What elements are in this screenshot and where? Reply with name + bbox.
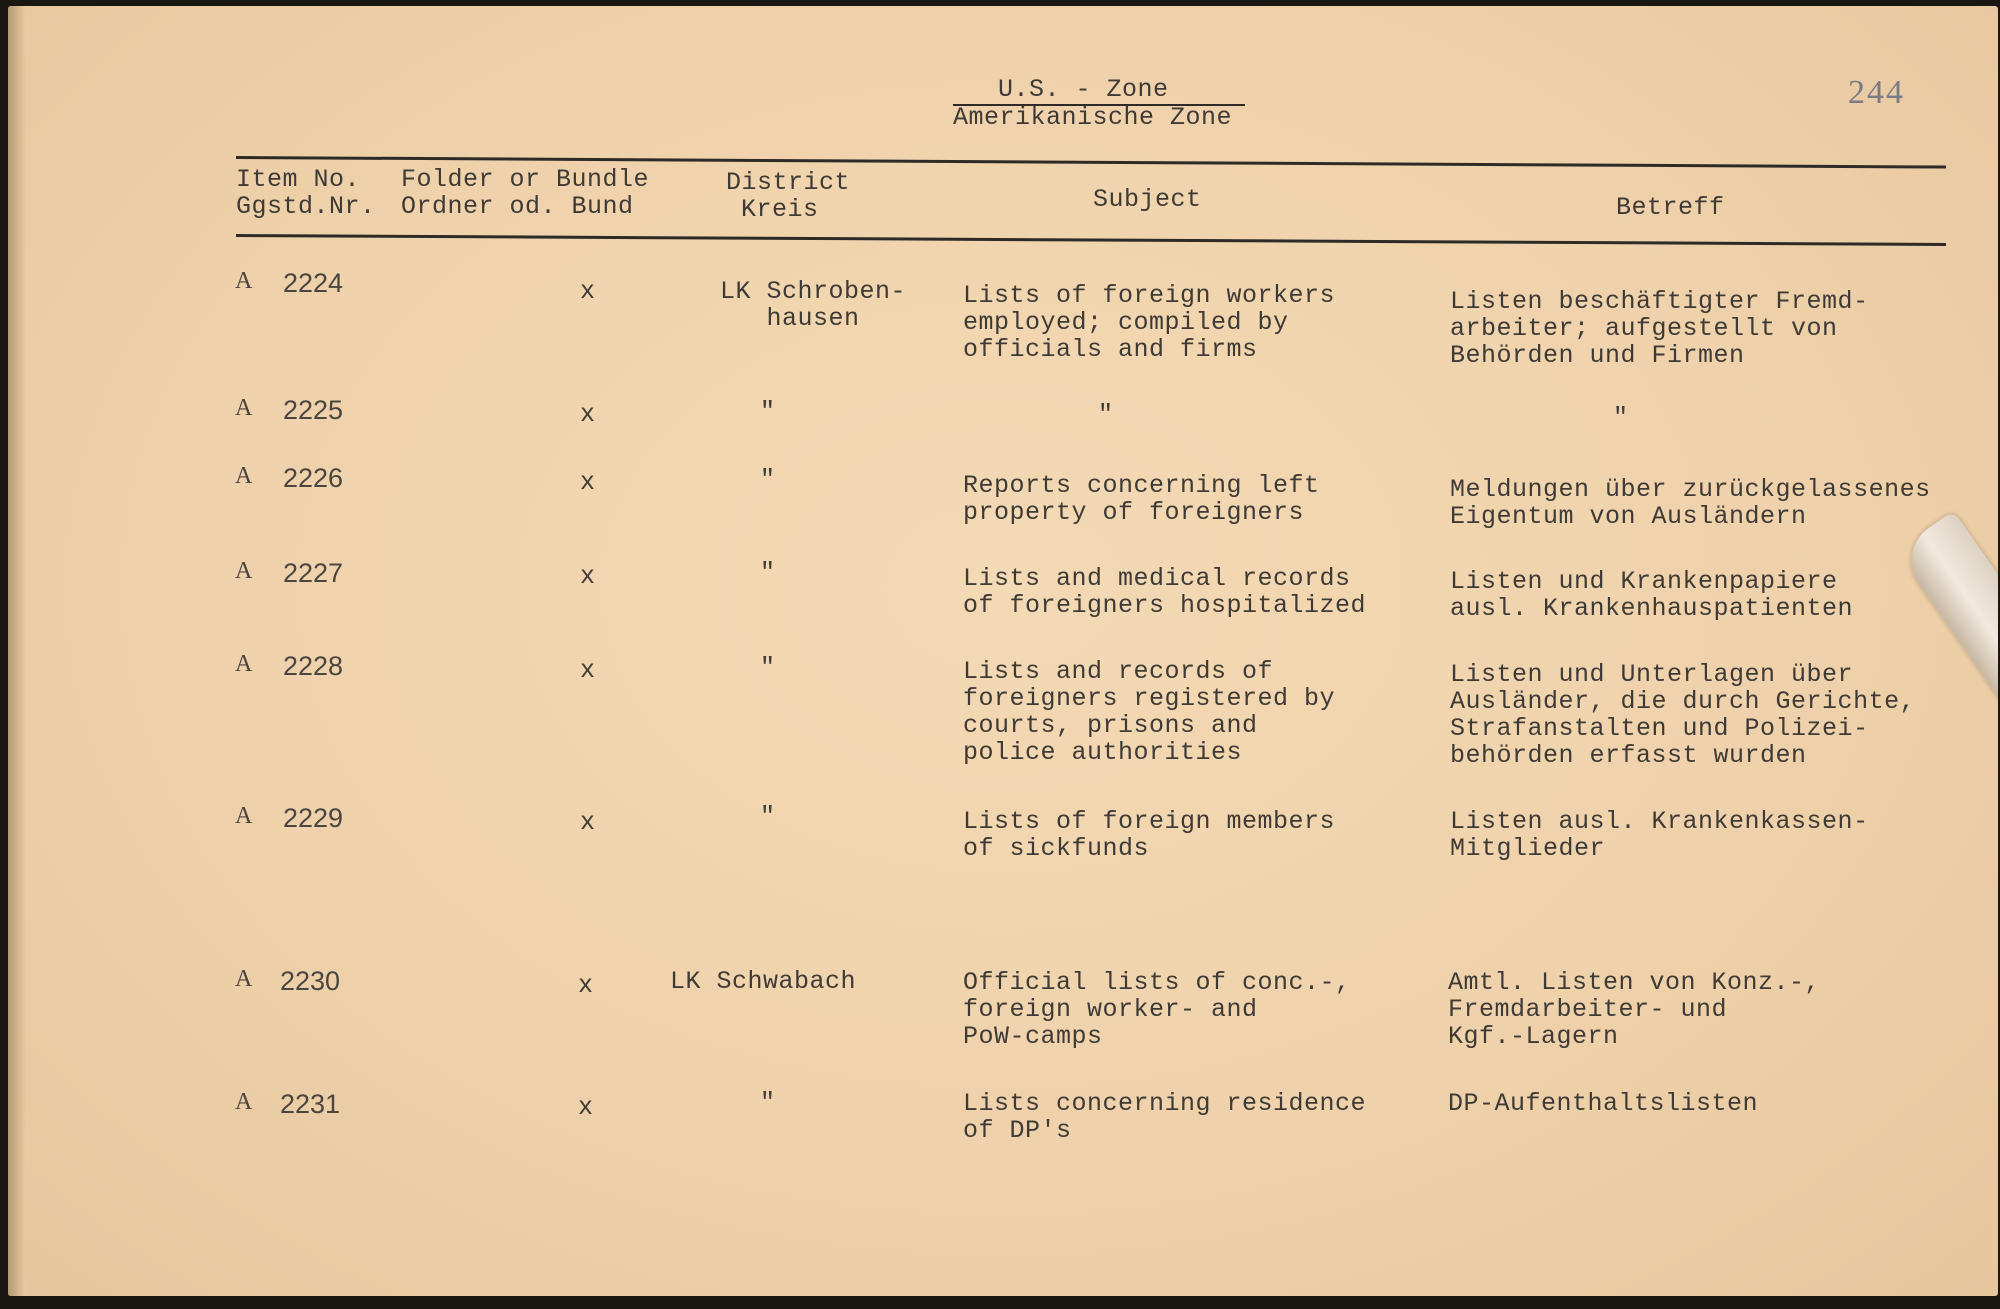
district: LK Schwabach (670, 967, 857, 996)
item-number: 2231 (280, 1089, 341, 1119)
betreff: Listen ausl. Krankenkassen- Mitglieder (1450, 807, 1869, 863)
document-page (8, 6, 1998, 1296)
page-number: 244 (1848, 74, 1905, 111)
row-prefix: A (235, 395, 253, 421)
row-prefix: A (235, 268, 253, 294)
col-item-de: Ggstd.Nr. (236, 192, 376, 221)
subject: Lists and records of foreigners registered by courts, prisons and police authorities (963, 657, 1336, 767)
subject: Reports concerning left property of foreigners (963, 471, 1320, 527)
col-district-en: District (726, 168, 851, 197)
item-number: 2225 (283, 395, 344, 425)
item-number: 2227 (283, 558, 344, 588)
betreff: Listen beschäftigter Fremd- arbeiter; aufgestellt von Behörden und Firmen (1450, 287, 1869, 370)
district: " (760, 397, 776, 426)
header-bottom-rule (236, 234, 1946, 246)
folder-mark: x (580, 808, 596, 837)
betreff: " (1613, 403, 1629, 432)
betreff: Meldungen über zurückgelassenes Eigentum von Ausländern (1450, 475, 1931, 531)
col-district-de: Kreis (741, 195, 819, 224)
betreff: DP-Aufenthaltslisten (1448, 1089, 1759, 1118)
district: " (760, 653, 776, 682)
subject: Lists of foreign members of sickfunds (963, 807, 1336, 863)
folder-mark: x (580, 468, 596, 497)
col-subject: Subject (1093, 185, 1202, 214)
item-number: 2226 (283, 463, 344, 493)
row-prefix: A (235, 651, 253, 677)
item-number: 2230 (280, 966, 341, 996)
subject: Official lists of conc.-, foreign worker- and PoW-camps (963, 968, 1351, 1051)
zone-title-en: U.S. - Zone (998, 75, 1169, 104)
col-betreff: Betreff (1616, 193, 1725, 222)
subject: " (1098, 400, 1114, 429)
district: " (760, 558, 776, 587)
district: " (760, 465, 776, 494)
row-prefix: A (235, 463, 253, 489)
folder-mark: x (580, 562, 596, 591)
subject: Lists of foreign workers employed; compiled by officials and firms (963, 281, 1336, 364)
folder-mark: x (578, 1093, 594, 1122)
folder-mark: x (580, 656, 596, 685)
col-folder-de: Ordner od. Bund (401, 192, 634, 221)
row-prefix: A (235, 966, 253, 992)
folder-mark: x (580, 400, 596, 429)
item-number: 2224 (283, 268, 344, 298)
district: LK Schroben- hausen (720, 277, 907, 333)
folder-mark: x (580, 277, 596, 306)
row-prefix: A (235, 558, 253, 584)
row-prefix: A (235, 803, 253, 829)
district: " (760, 802, 776, 831)
zone-title-de: Amerikanische Zone (953, 103, 1233, 132)
betreff: Listen und Krankenpapiere ausl. Krankenhauspatienten (1450, 567, 1854, 623)
subject: Lists concerning residence of DP's (963, 1089, 1367, 1145)
item-number: 2229 (283, 803, 344, 833)
item-number: 2228 (283, 651, 344, 681)
betreff: Listen und Unterlagen über Ausländer, die durch Gerichte, Strafanstalten und Polizei- behörden erfasst wurden (1450, 660, 1916, 770)
subject: Lists and medical records of foreigners hospitalized (963, 564, 1367, 620)
betreff: Amtl. Listen von Konz.-, Fremdarbeiter- und Kgf.-Lagern (1448, 968, 1821, 1051)
district: " (760, 1088, 776, 1117)
folder-mark: x (578, 971, 594, 1000)
col-item-en: Item No. (236, 165, 361, 194)
col-folder-en: Folder or Bundle (401, 165, 650, 194)
row-prefix: A (235, 1089, 253, 1115)
